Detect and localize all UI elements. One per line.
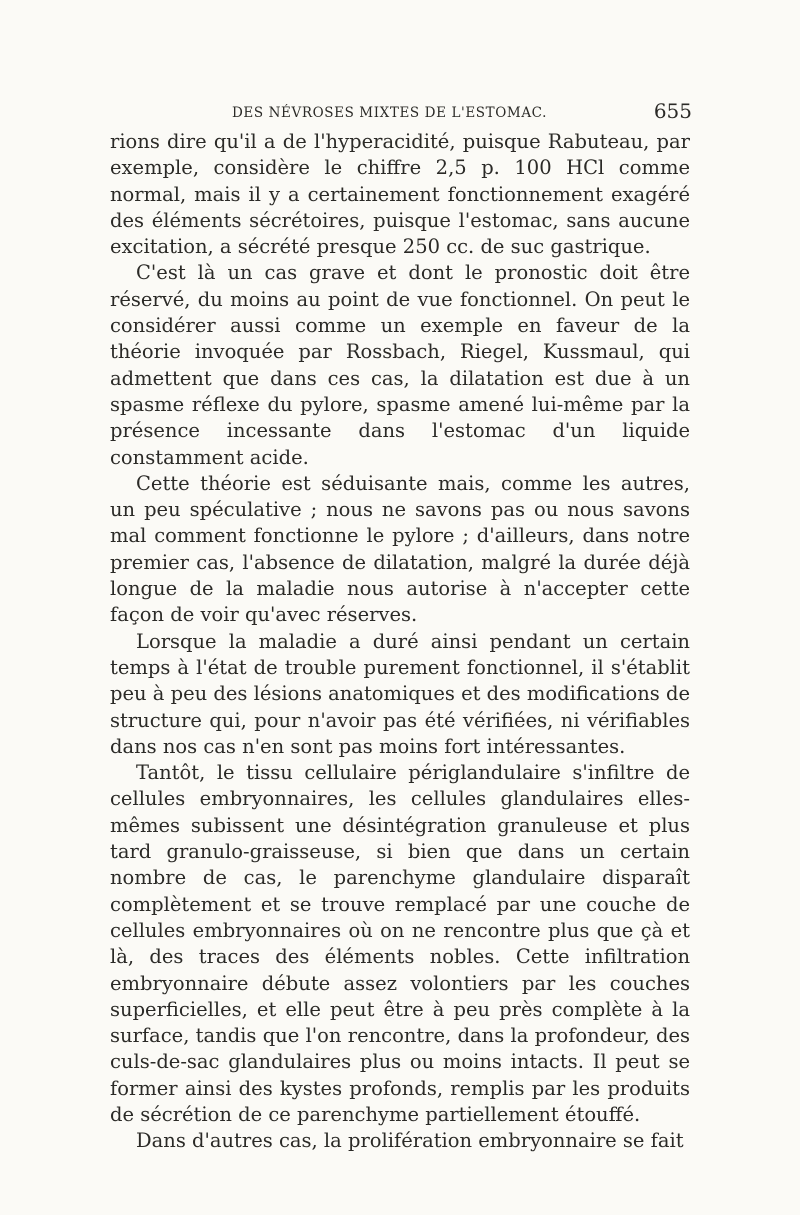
paragraph-lesions: Lorsque la maladie a duré ainsi pendant un certain temps à l'état de trouble purement fonctionnel, il s'établit peu à peu des lésions anatomiques et des modifications de structure qui, pour n'avoir pas été vérifiées, ni vérifiables dans nos cas n'en sont pas moins fort intéressantes.: [110, 629, 690, 758]
running-head-title: DES NÉVROSES MIXTES DE L'ESTOMAC.: [232, 105, 548, 121]
paragraph-infiltration: Tantôt, le tissu cellulaire périglandulaire s'infiltre de cellules embryonnaires, les cellules glandulaires elles-mêmes subissent une désintégration granuleuse et plus tard granulo-graisseuse, si bien que dans un certain nombre de cas, le parenchyme glandulaire disparaît complètement et se trouve remplacé par une couche de cellules embryonnaires où on ne rencontre plus que çà et là, des traces des éléments nobles. Cette infiltration embryonnaire débute assez volontiers par les couches superficielles, et elle peut être à peu près complète à la surface, tandis que l'on rencontre, dans la profondeur, des culs-de-sac glandulaires plus ou moins intacts. Il peut se former ainsi des kystes profonds, remplis par les produits de sécrétion de ce parenchyme partiellement étouffé.: [110, 761, 690, 1126]
paragraph-prognosis: C'est là un cas grave et dont le pronostic doit être réservé, du moins au point de vue fonctionnel. On peut le considérer aussi comme un exemple en faveur de la théorie invoquée par Rossbach, Riegel, Kussmaul, qui admettent que dans ces cas, la dilatation est due à un spasme réflexe du pylore, spasme amené lui-même par la présence incessante dans l'estomac d'un liquide constamment acide.: [110, 261, 690, 469]
page-number: 655: [653, 99, 692, 123]
paragraph-theory: Cette théorie est séduisante mais, comme les autres, un peu spéculative ; nous ne savons pas ou nous savons mal comment fonctionne le pylore ; d'ailleurs, dans notre premier cas, l'absence de dilatation, malgré la durée déjà longue de la maladie nous autorise à n'accepter cette façon de voir qu'avec réserves.: [110, 471, 690, 627]
body-text: [110, 129, 690, 1155]
paragraph-last-line: Dans d'autres cas, la prolifération embryonnaire se fait: [136, 1129, 684, 1153]
running-head: [110, 95, 690, 129]
paragraph-continuation: rions dire qu'il a de l'hyperacidité, puisque Rabuteau, par exemple, considère le chiffre 2,5 p. 100 HCl comme normal, mais il y a certainement fonctionnement exagéré des éléments sécrétoires, puisque l'estomac, sans aucune excitation, a sécrété presque 250 cc. de suc gastrique.: [110, 130, 690, 259]
book-page: [110, 95, 690, 1155]
